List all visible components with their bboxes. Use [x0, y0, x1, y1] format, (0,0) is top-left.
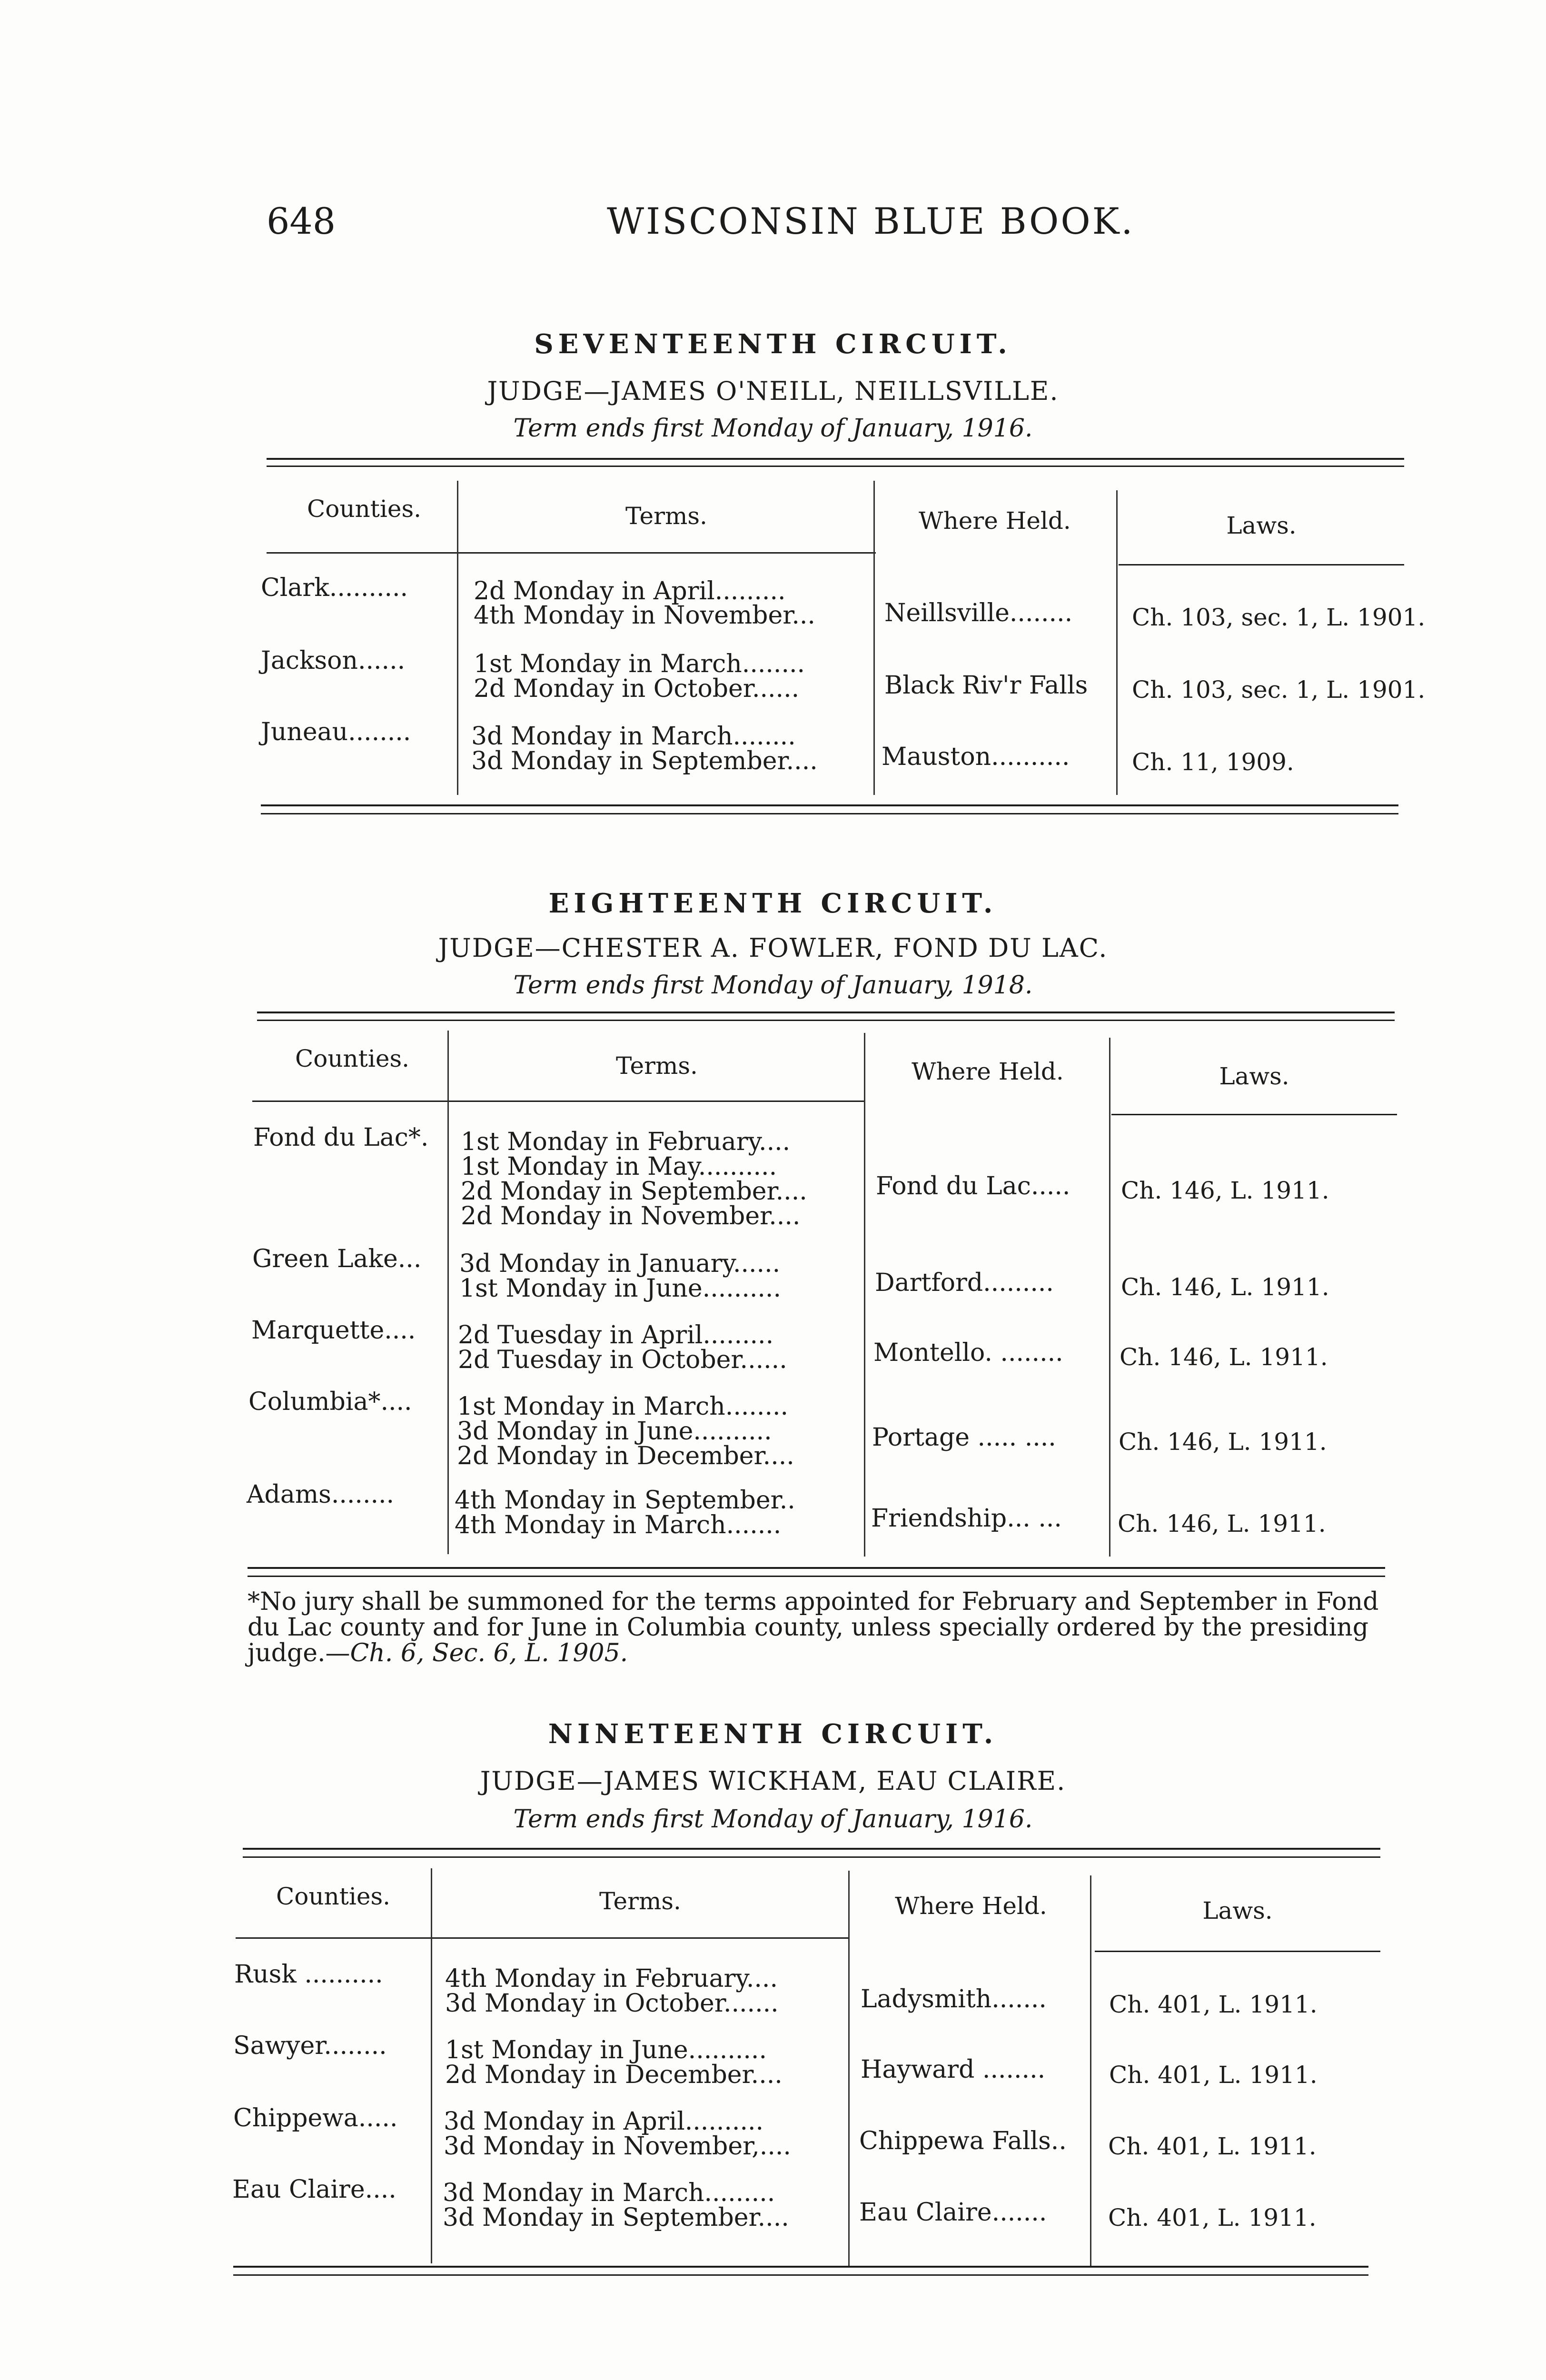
col-head-counties: Counties.	[307, 495, 421, 523]
law-cell: Ch. 103, sec. 1, L. 1901.	[1132, 604, 1426, 631]
footnote-citation: Ch. 6, Sec. 6, L. 1905.	[350, 1639, 628, 1667]
law-cell: Ch. 401, L. 1911.	[1108, 2204, 1317, 2231]
term-line: 3d Monday in October.......	[445, 1989, 779, 2018]
term-line: 3d Monday in June..........	[457, 1417, 772, 1446]
term-line: 4th Monday in November...	[474, 601, 815, 630]
term-ends-line: Term ends first Monday of January, 1916.	[513, 1805, 1033, 1834]
col-head-where-held: Where Held.	[912, 1058, 1064, 1085]
law-cell: Ch. 401, L. 1911.	[1109, 2061, 1318, 2089]
where-held-cell: Friendship... ...	[871, 1504, 1062, 1533]
column-divider	[1090, 1875, 1091, 2266]
term-line: 3d Monday in January......	[459, 1250, 781, 1278]
county-cell: Clark..........	[261, 574, 408, 602]
term-line: 3d Monday in November,....	[444, 2132, 791, 2161]
table-bottom-rule-inner	[261, 813, 1398, 814]
term-line: 3d Monday in September....	[443, 2203, 789, 2232]
term-line: 3d Monday in September....	[471, 747, 818, 775]
term-line: 4th Monday in February....	[445, 1964, 778, 1993]
law-cell: Ch. 401, L. 1911.	[1109, 1991, 1318, 2018]
law-cell: Ch. 103, sec. 1, L. 1901.	[1132, 676, 1426, 704]
county-cell: Adams........	[247, 1480, 395, 1509]
term-line: 3d Monday in March.........	[443, 2179, 775, 2207]
col-head-where-held: Where Held.	[895, 1892, 1047, 1920]
law-cell: Ch. 401, L. 1911.	[1108, 2132, 1317, 2160]
term-line: 2d Monday in December....	[445, 2061, 783, 2089]
column-divider	[848, 1871, 850, 2266]
col-head-laws: Laws.	[1226, 512, 1297, 539]
term-line: 2d Tuesday in April.........	[458, 1321, 774, 1349]
table-top-rule	[267, 458, 1404, 460]
col-head-terms: Terms.	[616, 1052, 698, 1080]
term-ends-line: Term ends first Monday of January, 1918.	[513, 971, 1033, 1000]
county-cell: Marquette....	[251, 1316, 416, 1345]
circuit-title: NINETEENTH CIRCUIT.	[548, 1718, 998, 1750]
footnote	[248, 1589, 1390, 1666]
where-held-cell: Ladysmith.......	[861, 1985, 1047, 2013]
county-cell: Juneau........	[261, 718, 411, 746]
circuit-title: EIGHTEENTH CIRCUIT.	[548, 888, 998, 919]
law-cell: Ch. 11, 1909.	[1132, 748, 1294, 776]
where-held-cell: Eau Claire.......	[859, 2198, 1047, 2227]
county-cell: Jackson......	[261, 646, 406, 675]
col-head-counties: Counties.	[276, 1883, 390, 1910]
county-cell: Eau Claire....	[232, 2175, 396, 2204]
column-divider	[457, 481, 458, 795]
term-ends-line: Term ends first Monday of January, 1916.	[513, 414, 1033, 443]
header-underline	[267, 552, 876, 554]
law-cell: Ch. 146, L. 1911.	[1119, 1428, 1327, 1456]
county-cell: Rusk ..........	[234, 1960, 383, 1989]
table-bottom-rule-inner	[233, 2274, 1368, 2276]
law-cell: Ch. 146, L. 1911.	[1120, 1343, 1328, 1371]
judge-line: JUDGE—JAMES O'NEILL, NEILLSVILLE.	[487, 376, 1059, 406]
county-cell: Green Lake...	[252, 1245, 422, 1273]
where-held-cell: Neillsville........	[884, 599, 1073, 627]
column-divider	[864, 1033, 865, 1557]
county-cell: Columbia*....	[248, 1388, 412, 1416]
term-line: 2d Monday in April.........	[474, 577, 786, 605]
column-divider	[447, 1031, 449, 1554]
term-line: 1st Monday in March........	[474, 650, 805, 678]
page-header	[267, 200, 1266, 276]
term-line: 4th Monday in September..	[455, 1486, 795, 1515]
term-line: 1st Monday in June..........	[459, 1274, 781, 1303]
column-divider	[1116, 490, 1118, 795]
term-line: 1st Monday in February....	[461, 1128, 791, 1156]
col-head-terms: Terms.	[625, 502, 707, 530]
term-line: 2d Monday in September....	[461, 1177, 807, 1206]
where-held-cell: Portage ..... ....	[872, 1423, 1056, 1452]
col-head-where-held: Where Held.	[919, 507, 1071, 535]
law-cell: Ch. 146, L. 1911.	[1118, 1510, 1326, 1537]
term-line: 2d Monday in December....	[457, 1442, 794, 1470]
where-held-cell: Montello. ........	[873, 1339, 1063, 1367]
col-head-counties: Counties.	[295, 1045, 409, 1072]
col-head-laws: Laws.	[1202, 1897, 1273, 1924]
table-bottom-rule	[248, 1567, 1385, 1569]
page-number: 648	[267, 200, 336, 242]
term-line: 3d Monday in March........	[471, 722, 796, 751]
table-top-rule	[257, 1012, 1395, 1013]
where-held-cell: Dartford.........	[875, 1269, 1054, 1297]
where-held-cell: Mauston..........	[882, 743, 1070, 771]
header-underline	[1111, 1114, 1397, 1115]
law-cell: Ch. 146, L. 1911.	[1121, 1177, 1329, 1204]
footnote-text: *No jury shall be summoned for the terms appointed for February and September in Fond du Lac county and for June in Columbia county, unless specially ordered by the presiding judge.—	[248, 1587, 1379, 1667]
header-underline	[1095, 1951, 1380, 1952]
header-underline	[1119, 564, 1404, 565]
term-line: 4th Monday in March.......	[455, 1511, 782, 1539]
judge-line: JUDGE—CHESTER A. FOWLER, FOND DU LAC.	[438, 933, 1108, 963]
table-bottom-rule	[233, 2266, 1368, 2268]
county-cell: Chippewa.....	[233, 2104, 398, 2132]
table-top-rule-inner	[267, 466, 1404, 467]
header-underline	[252, 1101, 864, 1102]
column-divider	[1109, 1038, 1110, 1557]
judge-line: JUDGE—JAMES WICKHAM, EAU CLAIRE.	[480, 1766, 1066, 1796]
table-top-rule	[243, 1848, 1380, 1850]
term-line: 2d Monday in October......	[474, 674, 800, 703]
county-cell: Sawyer........	[233, 2032, 387, 2060]
where-held-cell: Fond du Lac.....	[876, 1172, 1070, 1200]
term-line: 1st Monday in June..........	[445, 2036, 767, 2064]
table-top-rule-inner	[243, 1856, 1380, 1858]
running-title: WISCONSIN BLUE BOOK.	[607, 200, 1135, 242]
column-divider	[431, 1868, 432, 2263]
law-cell: Ch. 146, L. 1911.	[1121, 1273, 1329, 1301]
table-bottom-rule	[261, 804, 1398, 806]
col-head-laws: Laws.	[1219, 1062, 1289, 1090]
term-line: 2d Monday in November....	[461, 1202, 801, 1230]
term-line: 1st Monday in May..........	[461, 1152, 777, 1181]
column-divider	[873, 481, 875, 795]
term-line: 3d Monday in April..........	[444, 2107, 764, 2136]
table-bottom-rule-inner	[248, 1576, 1385, 1577]
circuit-title: SEVENTEENTH CIRCUIT.	[534, 328, 1012, 360]
county-cell: Fond du Lac*.	[253, 1123, 429, 1152]
col-head-terms: Terms.	[599, 1887, 681, 1915]
where-held-cell: Black Riv'r Falls	[884, 671, 1088, 700]
term-line: 2d Tuesday in October......	[458, 1346, 787, 1374]
where-held-cell: Chippewa Falls..	[859, 2127, 1067, 2155]
header-underline	[236, 1937, 850, 1939]
term-line: 1st Monday in March........	[457, 1392, 789, 1421]
table-top-rule-inner	[257, 1020, 1395, 1021]
where-held-cell: Hayward ........	[861, 2055, 1046, 2084]
